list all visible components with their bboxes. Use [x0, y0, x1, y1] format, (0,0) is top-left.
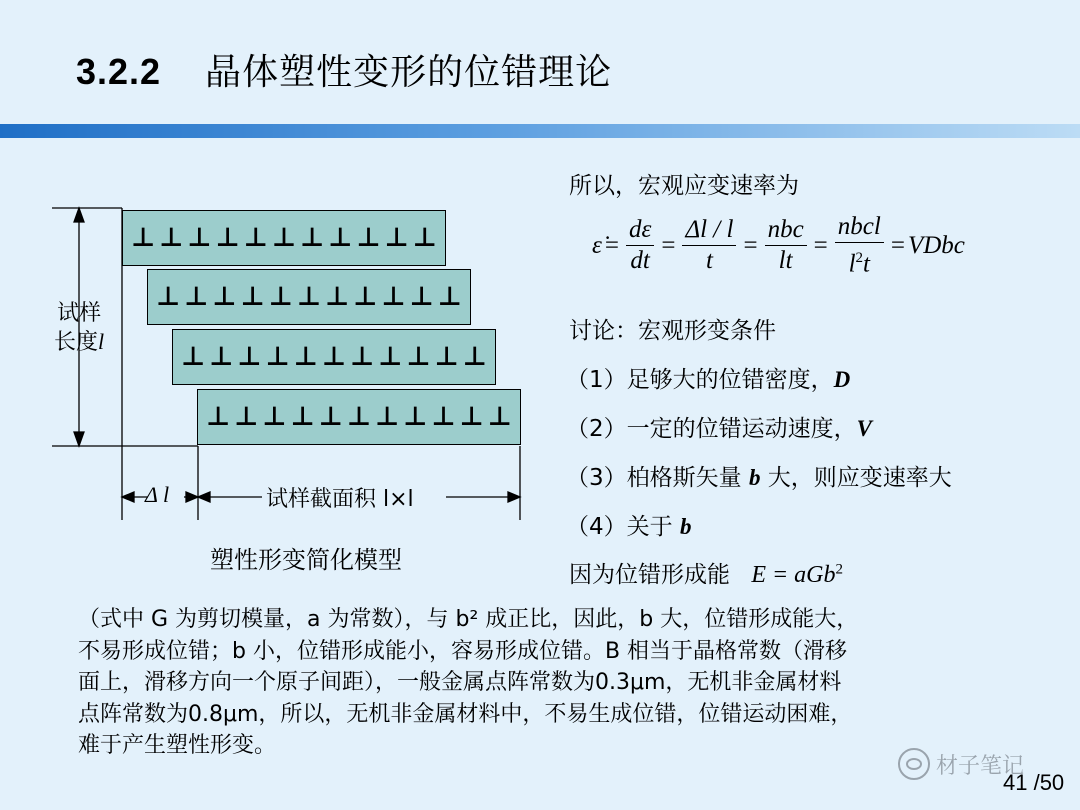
item-3-num: （3） — [566, 465, 627, 491]
dislocation-symbol: ⊥ — [322, 342, 346, 372]
title-divider — [0, 124, 1080, 138]
explanation-paragraph — [78, 604, 1038, 762]
dislocation-symbol: ⊥ — [378, 342, 403, 372]
eq-f2-num: Δl / l — [682, 215, 736, 246]
dislocation-symbol: ⊥ — [437, 282, 462, 312]
item-4-text: 关于 — [626, 514, 680, 540]
dislocation-symbol: ⊥ — [350, 342, 374, 372]
dislocation-symbol: ⊥ — [272, 223, 296, 253]
dislocation-symbol: ⊥ — [325, 282, 349, 312]
height-label-var: l — [98, 329, 105, 354]
dislocation-symbol: ⊥ — [159, 223, 184, 253]
energy-line — [569, 556, 843, 589]
eq-f4-num: nbcl — [835, 212, 884, 243]
dislocation-symbol: ⊥ — [187, 223, 212, 253]
eq-lhs: ε̇ — [592, 231, 602, 259]
dislocation-symbol: ⊥ — [431, 402, 456, 432]
dislocation-symbol: ⊥ — [462, 342, 487, 372]
discussion-item-2 — [566, 410, 872, 443]
dislocation-symbol: ⊥ — [403, 402, 428, 432]
wechat-logo-icon — [898, 748, 930, 780]
eq-f4-den — [846, 243, 873, 279]
eq-f3-den: lt — [778, 247, 793, 275]
dislocation-symbol: ⊥ — [243, 223, 268, 253]
item-3-tail: 大，则应变速率大 — [760, 465, 952, 491]
cross-section-label: 试样截面积 l×l — [266, 487, 414, 512]
eq-fraction-4 — [835, 212, 884, 279]
eq-f2-den: t — [705, 247, 713, 275]
eq-f4-den-base: l — [848, 250, 856, 278]
slip-block-1 — [122, 210, 446, 266]
paragraph-line: 面上，滑移方向一个原子间距），一般金属点阵常数为0.3μm，无机非金属材料 — [78, 670, 842, 695]
watermark-text: 材子笔记 — [936, 753, 1025, 779]
paragraph-line: 点阵常数为0.8μm，所以，无机非金属材料中，不易生成位错，位错运动困难， — [78, 701, 853, 727]
height-label-line1: 试样 — [57, 301, 102, 326]
dislocation-symbol: ⊥ — [290, 402, 315, 432]
eq-fraction-3 — [765, 215, 807, 276]
dislocation-symbol: ⊥ — [406, 342, 431, 372]
discussion-heading: 讨论：宏观形变条件 — [569, 318, 776, 344]
item-1-text: 足够大的位错密度， — [626, 367, 834, 393]
dislocation-symbol: ⊥ — [459, 402, 484, 432]
item-2-text: 一定的位错运动速度， — [626, 416, 857, 442]
dislocation-symbol: ⊥ — [375, 402, 399, 432]
dislocation-symbol: ⊥ — [212, 282, 237, 312]
dislocation-symbol: ⊥ — [318, 402, 343, 432]
energy-exponent: 2 — [835, 561, 843, 578]
dislocation-symbol: ⊥ — [268, 282, 293, 312]
slip-block-2 — [147, 269, 471, 325]
dislocation-symbol: ⊥ — [240, 282, 265, 312]
dislocation-symbol: ⊥ — [409, 282, 434, 312]
diagram-caption: 塑性形变简化模型 — [210, 546, 402, 574]
dislocation-symbol: ⊥ — [328, 223, 353, 253]
item-4-num: （4） — [566, 514, 627, 540]
eq-f3-num: nbc — [765, 215, 807, 246]
dislocation-symbol: ⊥ — [234, 402, 259, 432]
dislocation-symbol: ⊥ — [347, 402, 371, 432]
dislocation-symbol: ⊥ — [184, 282, 209, 312]
offset-label: Δ l — [145, 482, 170, 507]
dislocation-symbol: ⊥ — [262, 402, 287, 432]
eq-f4-den-tail: t — [863, 250, 870, 278]
energy-text: 因为位错形成能 — [569, 562, 730, 588]
dislocation-symbol: ⊥ — [353, 282, 378, 312]
dislocation-symbol: ⊥ — [181, 342, 205, 372]
dislocation-symbol: ⊥ — [237, 342, 262, 372]
dislocation-symbol: ⊥ — [434, 342, 459, 372]
discussion-item-3 — [566, 459, 952, 492]
dislocation-symbol: ⊥ — [265, 342, 290, 372]
item-1-num: （1） — [566, 367, 627, 393]
dislocation-symbol: ⊥ — [209, 342, 234, 372]
dislocation-symbol: ⊥ — [297, 282, 321, 312]
section-number: 3.2.2 — [76, 51, 162, 92]
item-2-symbol: V — [856, 416, 872, 441]
energy-equation: E = aGb — [751, 562, 836, 588]
paragraph-line: 不易形成位错；b 小，位错形成能小，容易形成位错。B 相当于晶格常数（滑移 — [78, 638, 848, 664]
eq-fraction-1 — [626, 215, 654, 276]
eq-f1-den: dt — [630, 247, 650, 275]
dislocation-symbol: ⊥ — [412, 223, 437, 253]
dislocation-symbol: ⊥ — [206, 402, 230, 432]
height-label-line2: 长度 — [54, 330, 99, 355]
slip-block-3 — [172, 329, 496, 385]
item-3-symbol: b — [748, 465, 761, 490]
item-4-symbol: b — [679, 514, 692, 539]
item-2-num: （2） — [566, 416, 627, 442]
item-1-symbol: D — [833, 367, 851, 392]
slide-title — [76, 44, 612, 95]
paragraph-line: 难于产生塑性形变。 — [78, 733, 277, 758]
item-3-text: 柏格斯矢量 — [626, 465, 749, 491]
dislocation-symbol: ⊥ — [300, 223, 324, 253]
dislocation-symbol: ⊥ — [487, 402, 512, 432]
section-title: 晶体塑性变形的位错理论 — [205, 52, 613, 93]
paragraph-line: （式中 G 为剪切模量，a 为常数），与 b² 成正比，因此，b 大，位错形成能大， — [78, 607, 859, 632]
slip-block-4 — [197, 389, 521, 445]
discussion-item-1 — [566, 361, 850, 394]
dislocation-symbol: ⊥ — [156, 282, 180, 312]
eq-fraction-2 — [682, 215, 736, 276]
dislocation-symbol: ⊥ — [384, 223, 409, 253]
conclusion-text: 所以，宏观应变速率为 — [569, 173, 799, 199]
page-number: 41 /50 — [1003, 770, 1065, 795]
dislocation-symbol: ⊥ — [356, 223, 381, 253]
eq-f1-num: dε — [626, 215, 654, 246]
dislocation-symbol: ⊥ — [293, 342, 318, 372]
eq-rhs: VDbc — [907, 231, 965, 259]
height-label — [54, 300, 104, 357]
dislocation-symbol: ⊥ — [381, 282, 406, 312]
dislocation-symbol: ⊥ — [131, 223, 155, 253]
strain-rate-equation: ε̇ = $\frac{d\varepsilon}{dt}$ = $\frac{\Delta l / l}{t}$ = $\frac{\text{nbc}}{lt}$ = $\frac{\text{nbcl}}{l^2t}$ = VDbc — [592, 213, 965, 278]
discussion-item-4 — [566, 508, 691, 541]
eq-f4-den-sup: 2 — [855, 250, 864, 266]
dislocation-symbol: ⊥ — [215, 223, 240, 253]
